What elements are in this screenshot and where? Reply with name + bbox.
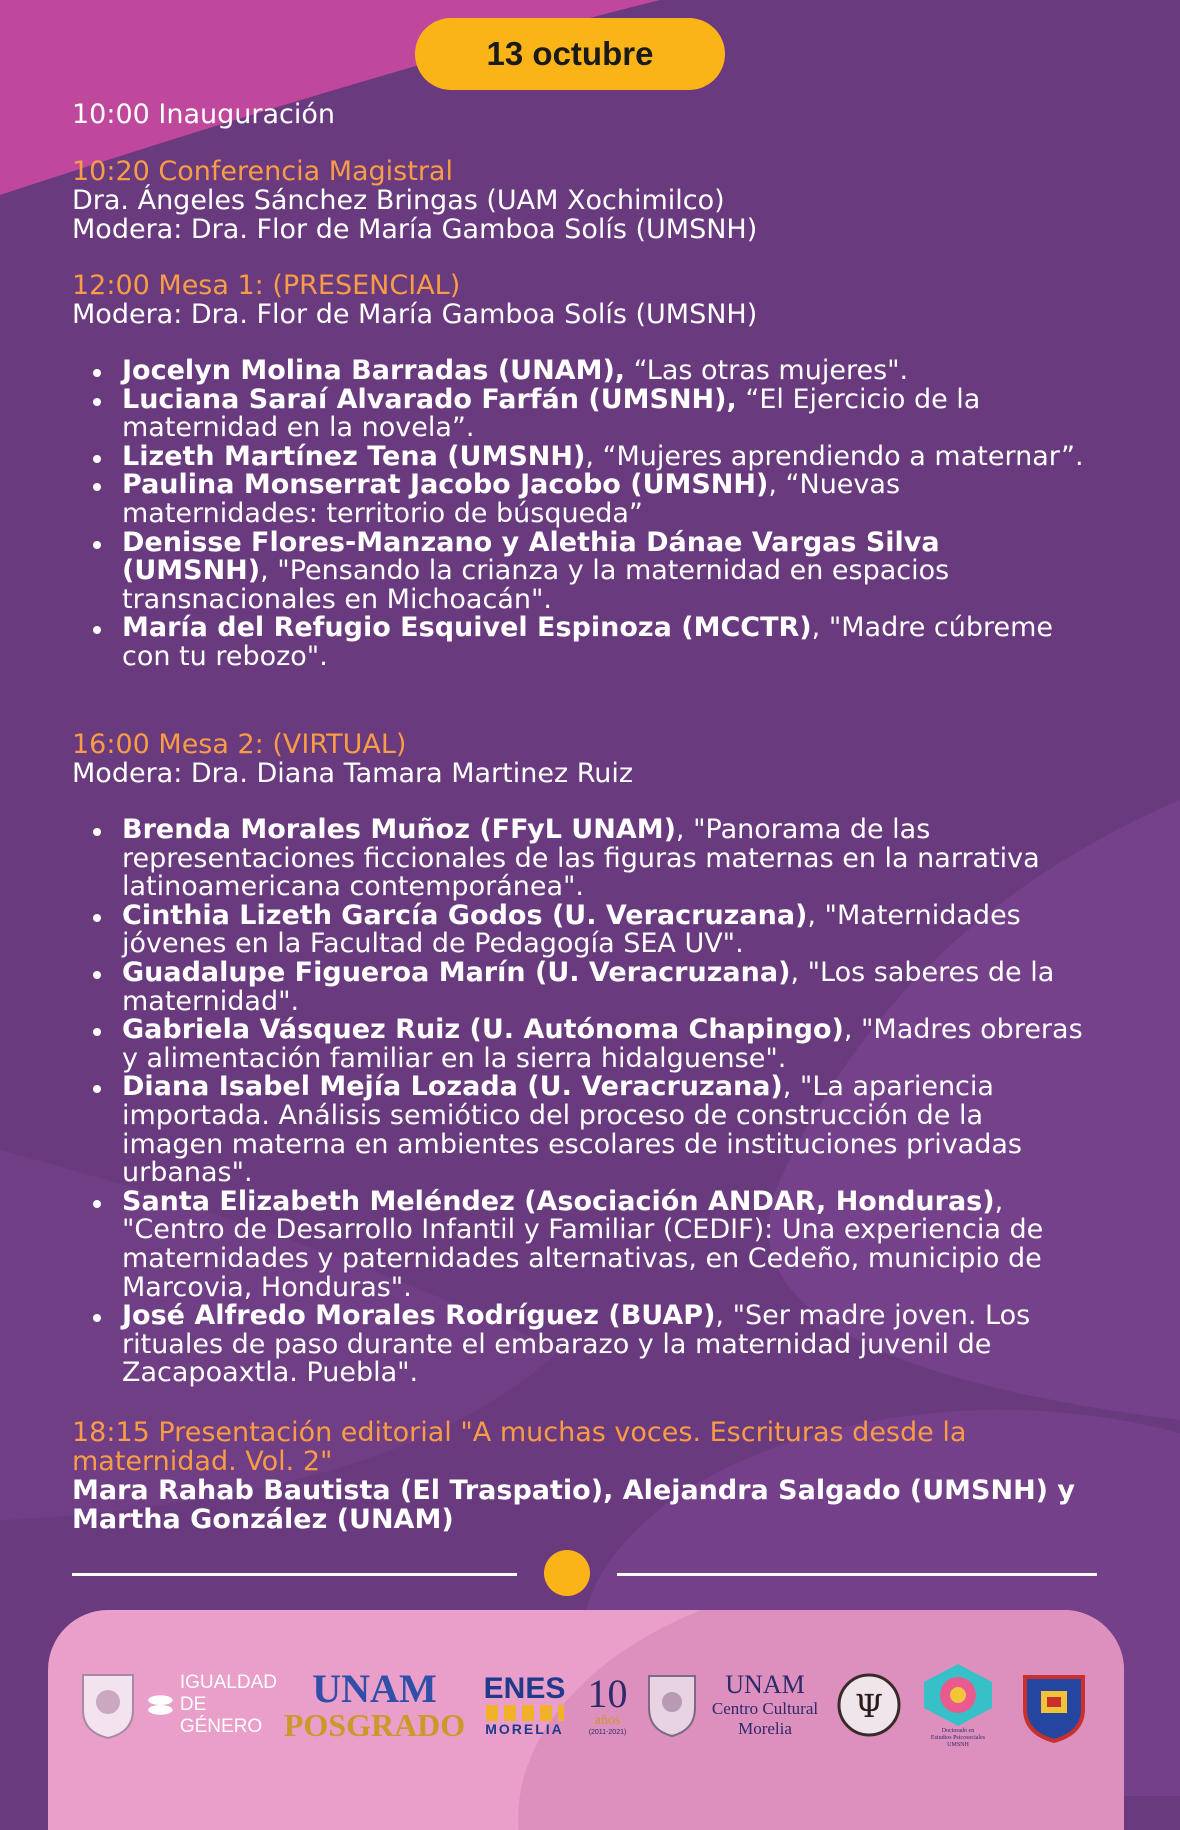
talk-item: Luciana Saraí Alvarado Farfán (UMSNH), “El Ejercicio de la maternidad en la novela”. xyxy=(72,386,1092,443)
opening-section xyxy=(72,100,1082,129)
divider-right xyxy=(617,1573,1097,1576)
enes-morelia-logo: ENES MORELIA xyxy=(483,1672,566,1737)
presentation-title-line2: maternidad. Vol. 2" xyxy=(72,1446,333,1477)
presentation-authors-line1: Mara Rahab Bautista (El Traspatio), Alejandra Salgado (UMSNH) y xyxy=(72,1475,1076,1506)
psychology-seal-logo xyxy=(834,1655,904,1755)
igualdad-genero-logo: IGUALDAD DE GÉNERO xyxy=(147,1655,277,1755)
presentation-section xyxy=(72,1418,1082,1534)
divider-dot xyxy=(544,1550,590,1596)
talk-item: Cinthia Lizeth García Godos (U. Veracruzana), "Maternidades jóvenes en la Facultad de Pedagogía SEA UV". xyxy=(72,902,1092,959)
divider-left xyxy=(72,1573,517,1576)
talk-item: Gabriela Vásquez Ruiz (U. Autónoma Chapingo), "Madres obreras y alimentación familiar en la sierra hidalguense". xyxy=(72,1016,1092,1073)
mesa1-moderator: Modera: Dra. Flor de María Gamboa Solís (UMSNH) xyxy=(72,299,758,330)
svg-text:Ψ: Ψ xyxy=(854,1687,884,1725)
mesa2-title: 16:00 Mesa 2: (VIRTUAL) xyxy=(72,729,407,760)
unam-crest-logo xyxy=(76,1655,140,1755)
sponsor-logos xyxy=(72,1655,1112,1755)
mesa2-talk-list xyxy=(72,816,1092,1388)
presentation-title-line1: 18:15 Presentación editorial "A muchas voces. Escrituras desde la xyxy=(72,1417,967,1448)
conference-speaker: Dra. Ángeles Sánchez Bringas (UAM Xochimilco) xyxy=(72,185,725,216)
inauguration-item: 10:00 Inauguración xyxy=(72,99,335,130)
unam-posgrado-logo: UNAM POSGRADO xyxy=(283,1666,466,1743)
mesa1-section xyxy=(72,271,1082,329)
talk-item: Santa Elizabeth Meléndez (Asociación ANDAR, Honduras), "Centro de Desarrollo Infantil y Familiar (CEDIF): Una experiencia de maternidades y paternidades alternativas, en Cedeño, municipio de Marcovia, Honduras". xyxy=(72,1188,1092,1302)
conference-title: 10:20 Conferencia Magistral xyxy=(72,156,453,187)
talk-item: Denisse Flores-Manzano y Alethia Dánae Vargas Silva (UMSNH), "Pensando la crianza y la maternidad en espacios transnacionales en Michoacán". xyxy=(72,529,1092,615)
talk-item: Diana Isabel Mejía Lozada (U. Veracruzana), "La apariencia importada. Análisis semiótico del proceso de construcción de la imagen materna en ambientes escolares de instituciones privadas urbanas". xyxy=(72,1073,1092,1187)
centro-cultural-logo: UNAM Centro Cultural Morelia xyxy=(711,1670,819,1738)
doctorado-logo: Doctorado en Estudios Psicosociales UMSNH xyxy=(912,1655,1004,1755)
mesa1-title: 12:00 Mesa 1: (PRESENCIAL) xyxy=(72,270,461,301)
unam-crest-small-logo xyxy=(642,1655,702,1755)
umsnh-seal-logo xyxy=(1014,1655,1094,1755)
conference-section xyxy=(72,157,1082,244)
date-badge: 13 octubre xyxy=(415,18,725,90)
mesa2-section xyxy=(72,730,1082,788)
presentation-authors-line2: Martha González (UNAM) xyxy=(72,1504,454,1535)
talk-item: María del Refugio Esquivel Espinoza (MCCTR), "Madre cúbreme con tu rebozo". xyxy=(72,614,1092,671)
talk-item: Jocelyn Molina Barradas (UNAM), “Las otras mujeres". xyxy=(72,357,1092,386)
talk-item: Paulina Monserrat Jacobo Jacobo (UMSNH), “Nuevas maternidades: territorio de búsqueda” xyxy=(72,471,1092,528)
talk-item: Guadalupe Figueroa Marín (U. Veracruzana), "Los saberes de la maternidad". xyxy=(72,959,1092,1016)
mesa2-moderator: Modera: Dra. Diana Tamara Martinez Ruiz xyxy=(72,758,634,789)
talk-item: Lizeth Martínez Tena (UMSNH), “Mujeres aprendiendo a maternar”. xyxy=(72,443,1092,472)
conference-moderator: Modera: Dra. Flor de María Gamboa Solís (UMSNH) xyxy=(72,214,758,245)
mesa1-talk-list xyxy=(72,357,1092,672)
talk-item: Brenda Morales Muñoz (FFyL UNAM), "Panorama de las representaciones ficcionales de las figuras maternas en la narrativa latinoamericana contemporánea". xyxy=(72,816,1092,902)
talk-item: José Alfredo Morales Rodríguez (BUAP), "Ser madre joven. Los rituales de paso durante el embarazo y la maternidad juvenil de Zacapoaxtla. Puebla". xyxy=(72,1302,1092,1388)
ten-years-logo: 10 años (2011-2021) xyxy=(587,1670,628,1736)
